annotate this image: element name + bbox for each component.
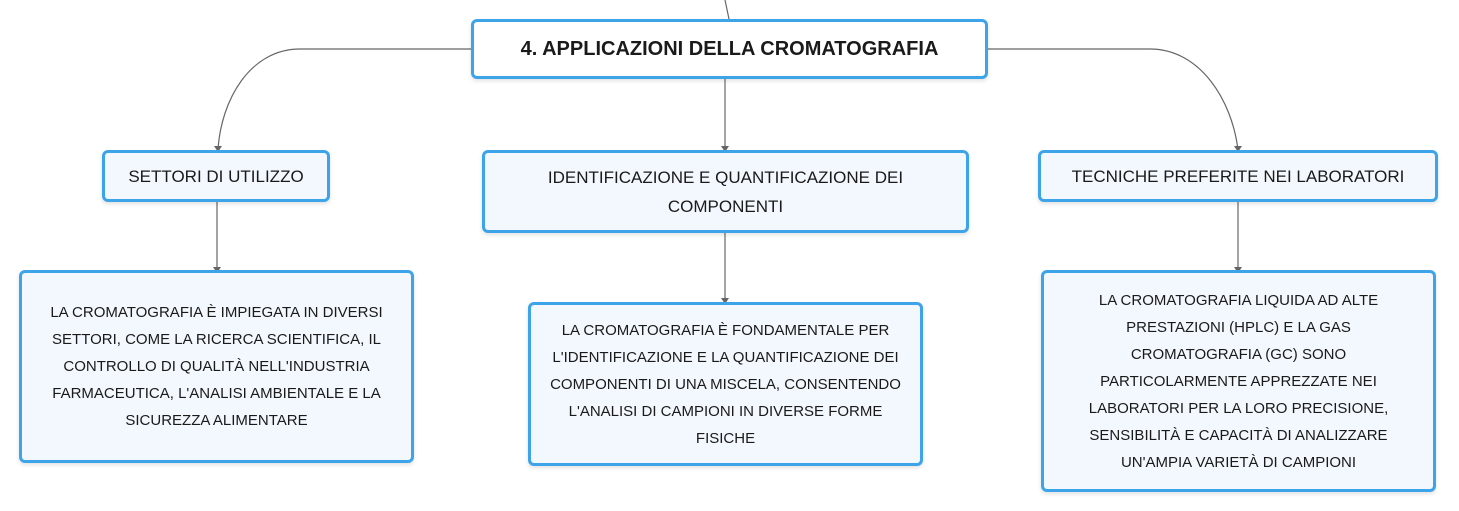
root-label: 4. APPLICAZIONI DELLA CROMATOGRAFIA — [520, 37, 939, 60]
connector-root-to-tecniche — [988, 49, 1238, 150]
connector-root-to-settori — [218, 49, 471, 150]
detail-node-identificazione[interactable] — [528, 302, 923, 466]
branch-node-identificazione[interactable] — [482, 150, 969, 233]
detail-text-tecniche: LA CROMATOGRAFIA LIQUIDA AD ALTE PRESTAZIONI (HPLC) E LA GAS CROMATOGRAFIA (GC) SONO PARTICOLARMENTE APPREZZATE NEI LABORATORI PER LA LORO PRECISIONE, SENSIBILITÀ E CAPACITÀ DI ANALIZZARE UN'AMPIA VARIETÀ DI CAMPIONI — [1088, 291, 1389, 471]
detail-text-identificazione: LA CROMATOGRAFIA È FONDAMENTALE PER L'IDENTIFICAZIONE E LA QUANTIFICAZIONE DEI COMPONENTI DI UNA MISCELA, CONSENTENDO L'ANALISI DI CAMPIONI IN DIVERSE FORME FISICHE — [550, 321, 901, 447]
branch-node-tecniche[interactable] — [1038, 150, 1438, 202]
branch-label-identificazione: IDENTIFICAZIONE E QUANTIFICAZIONE DEI COMPONENTI — [547, 167, 904, 216]
detail-text-settori: LA CROMATOGRAFIA È IMPIEGATA IN DIVERSI SETTORI, COME LA RICERCA SCIENTIFICA, IL CONTROLLO DI QUALITÀ NELL'INDUSTRIA FARMACEUTICA, L'ANALISI AMBIENTALE E LA SICUREZZA ALIMENTARE — [50, 304, 383, 429]
root-node[interactable] — [471, 19, 988, 79]
detail-node-settori[interactable] — [19, 270, 414, 463]
branch-label-tecniche: TECNICHE PREFERITE NEI LABORATORI — [1071, 166, 1405, 186]
detail-node-tecniche[interactable] — [1041, 270, 1436, 492]
branch-label-settori: SETTORI DI UTILIZZO — [128, 166, 304, 186]
branch-node-settori[interactable] — [102, 150, 330, 202]
connector-parent — [725, 0, 729, 19]
